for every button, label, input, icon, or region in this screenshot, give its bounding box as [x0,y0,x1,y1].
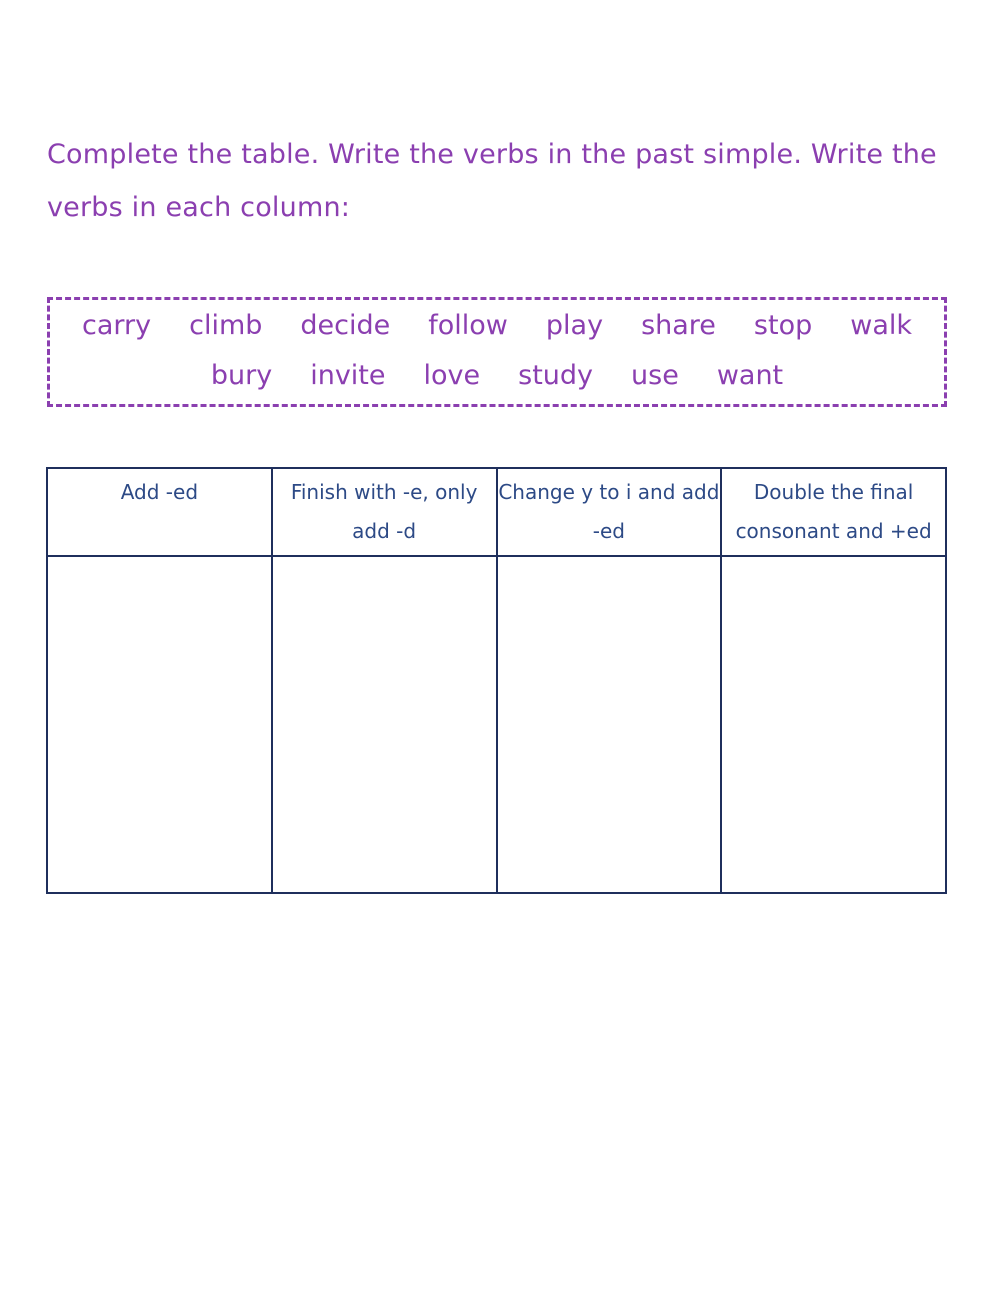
instructions-text: Complete the table. Write the verbs in the past simple. Write the verbs in each column: [47,139,937,223]
word-climb[interactable]: climb [189,310,263,341]
word-stop[interactable]: stop [753,310,813,341]
word-study[interactable]: study [518,360,594,391]
word-want[interactable]: want [716,360,784,391]
word-use[interactable]: use [631,360,679,391]
word-love[interactable]: love [423,360,481,391]
word-bank-row-1 [50,310,944,341]
drop-zone-change-y-to-i[interactable] [497,556,722,893]
table-header-row [47,468,946,556]
word-walk[interactable]: walk [850,310,912,341]
word-invite[interactable]: invite [310,360,386,391]
word-bank-row-2 [50,360,944,391]
sort-table [46,467,947,894]
word-share[interactable]: share [641,310,716,341]
header-finish-with-e: Finish with -e, only add -d [272,468,497,556]
header-change-y-to-i: Change y to i and add -ed [497,468,722,556]
table-answer-row [47,556,946,893]
header-double-consonant: Double the final consonant and +ed [721,468,946,556]
header-add-ed: Add -ed [47,468,272,556]
word-decide[interactable]: decide [300,310,391,341]
word-bank [47,297,947,407]
word-follow[interactable]: follow [428,310,508,341]
word-bury[interactable]: bury [210,360,273,391]
word-play[interactable]: play [545,310,604,341]
word-carry[interactable]: carry [82,310,152,341]
drop-zone-double-consonant[interactable] [721,556,946,893]
drop-zone-finish-with-e[interactable] [272,556,497,893]
drop-zone-add-ed[interactable] [47,556,272,893]
